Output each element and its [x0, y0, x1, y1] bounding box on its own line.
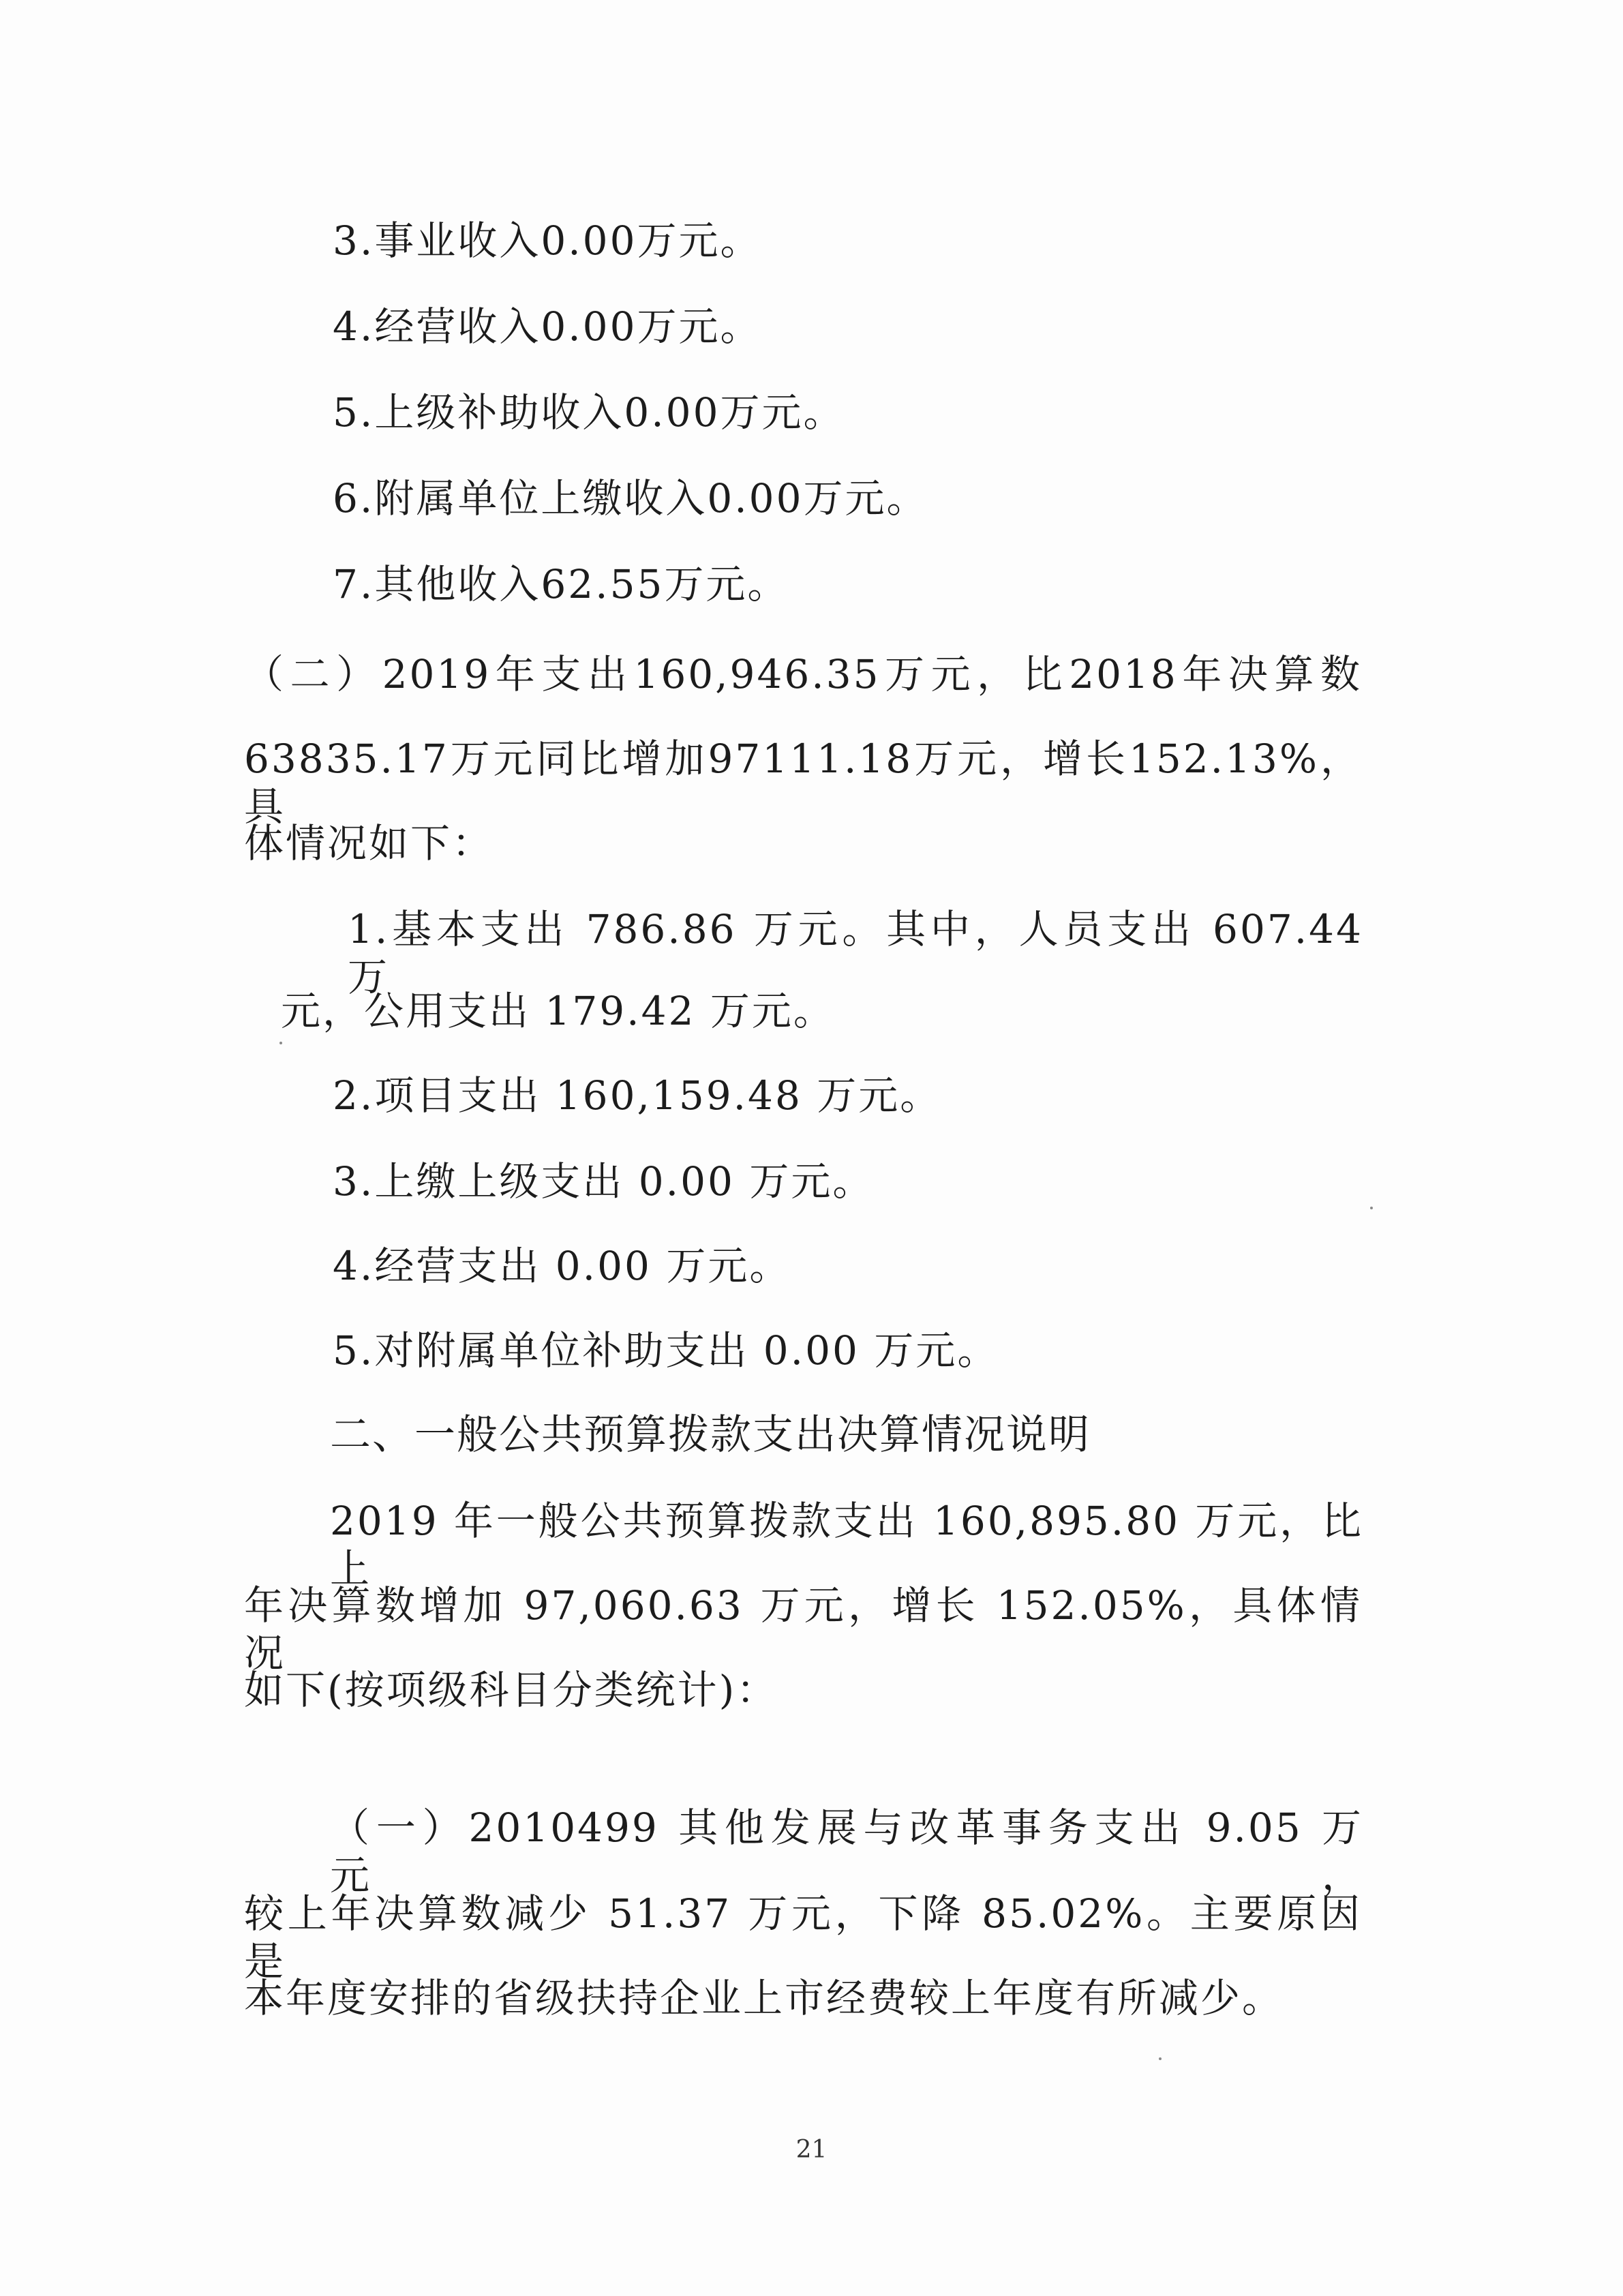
income-item-6: 6.附属单位上缴收入0.00万元。 [333, 475, 928, 522]
expenditure-item-4: 4.经营支出 0.00 万元。 [333, 1243, 791, 1289]
expenditure-summary-line-3: 体情况如下： [244, 820, 494, 866]
page-number: 21 [795, 2136, 828, 2164]
item-paragraph-line-2: 较上年决算数减少 51.37 万元，下降 85.02%。主要原因是 [244, 1890, 1362, 1984]
income-item-4: 4.经营收入0.00万元。 [333, 303, 762, 350]
section-paragraph-line-3: 如下(按项级科目分类统计)： [244, 1667, 778, 1713]
income-item-5: 5.上级补助收入0.00万元。 [333, 389, 845, 436]
scan-speck [1370, 1207, 1373, 1209]
scan-speck [279, 1042, 282, 1044]
expenditure-item-2: 2.项目支出 160,159.48 万元。 [333, 1072, 942, 1119]
expenditure-item-5: 5.对附属单位补助支出 0.00 万元。 [333, 1327, 999, 1374]
section-paragraph-line-2: 年决算数增加 97,060.63 万元，增长 152.05%，具体情况 [244, 1582, 1362, 1676]
item-paragraph-line-3: 本年度安排的省级扶持企业上市经费较上年度有所减少。 [244, 1975, 1284, 2021]
item-paragraph-line-1: （一）2010499 其他发展与改革事务支出 9.05 万元， [330, 1804, 1363, 1899]
income-item-3: 3.事业收入0.00万元。 [333, 217, 762, 264]
expenditure-item-1-line-1: 1.基本支出 786.86 万元。其中，人员支出 607.44 万 [348, 906, 1363, 1000]
section-heading: 二、一般公共预算拨款支出决算情况说明 [330, 1411, 1091, 1459]
expenditure-item-1-line-2: 元，公用支出 179.42 万元。 [281, 988, 835, 1034]
income-item-7: 7.其他收入62.55万元。 [333, 561, 789, 607]
scan-speck [1159, 2057, 1162, 2060]
expenditure-item-3: 3.上缴上级支出 0.00 万元。 [333, 1158, 875, 1205]
section-paragraph-line-1: 2019 年一般公共预算拨款支出 160,895.80 万元，比上 [330, 1498, 1363, 1592]
expenditure-summary-line-2: 63835.17万元同比增加97111.18万元，增长152.13%，具 [244, 736, 1362, 830]
expenditure-summary-line-1: （二）2019年支出160,946.35万元，比2018年决算数 [244, 651, 1362, 697]
